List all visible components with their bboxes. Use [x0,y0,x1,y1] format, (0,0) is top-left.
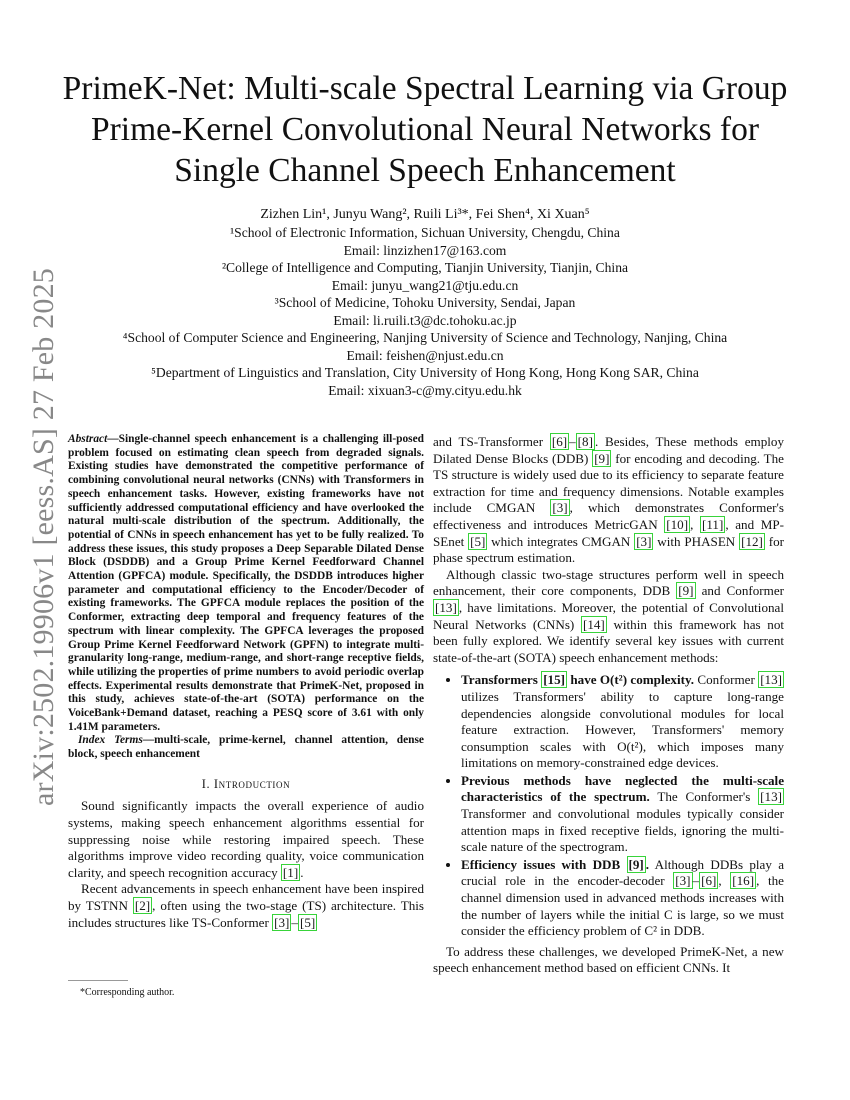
issue-list [433,672,784,940]
text: , and MP-SEnet [433,516,785,549]
index-terms-text: —multi-scale, prime-kernel, channel attention, dense block, speech enhancement [68,734,424,761]
email-2: Email: junyu_wang21@tju.edu.cn [331,277,519,293]
text: Although DDBs play a crucial role in the encoder-decoder [461,856,785,889]
abstract-label: Abstract [68,433,108,445]
intro-p1-text: Sound significantly impacts the overall experience of audio systems, making speech enhancement algorithms essential for suppressing noise while restoring impaired speech. These algorithms improve video recording quality, voice communication clarity, and speech recognition accuracy [68,798,424,880]
affiliation-4: ⁴School of Computer Science and Engineering, Nanjing University of Science and Technology, Nanjing, China [122,330,728,345]
text: To address these challenges, we developed PrimeK-Net, a new speech enhancement method based on efficient CNNs. It [433,943,784,976]
citation-link[interactable]: [5] [470,533,486,549]
citation-link[interactable]: [15] [543,672,566,688]
text: , have limitations. Moreover, the potential of Convolutional Neural Networks (CNNs) [433,599,784,632]
text: The Conformer's [657,789,751,805]
right-paragraph-3 [433,944,784,977]
section-title: Introduction [213,776,291,791]
affiliation-5: ⁵Department of Linguistics and Translation, City University of Hong Kong, Hong Kong SAR, China [151,365,699,380]
intro-p2-text-b: , often using the two-stage (TS) architecture. This includes structures like TS-Conformer [68,898,424,930]
citation-link[interactable]: [13] [760,789,782,805]
citation-link[interactable]: [9] [628,856,644,872]
citation-link[interactable]: [3] [675,873,691,889]
email-4: Email: feishen@njust.edu.cn [346,347,504,363]
footnote: *Corresponding author. [80,987,175,998]
index-terms [68,734,424,761]
text: for phase spectrum estimation. [433,533,784,566]
text: with PHASEN [657,533,736,549]
section-heading-introduction [68,776,424,793]
citation-link[interactable]: [6] [701,873,717,889]
text: for encoding and decoding. The TS structure is widely used due to its efficiency to separate feature extraction for time and frequency dimensions. Notable examples include CMGAN [433,450,784,516]
text: Although classic two-stage structures perform well in speech enhancement, their core components, DDB [433,566,784,599]
email-1: Email: linzizhen17@163.com [343,242,507,258]
left-column [68,433,424,931]
citation-link[interactable]: [1] [282,864,299,880]
text: utilizes Transformers' ability to capture long-range dependencies alongside convolutional modules for local feature extraction. However, Transformers' memory consumption scales with O(t²), which imposes many limitations on memory-constrained edge devices. [461,688,784,771]
citation-link[interactable]: [11] [701,516,724,532]
email-5: Email: xixuan3-c@my.cityu.edu.hk [328,382,522,398]
citation-link[interactable]: [13] [760,672,783,688]
author-block [60,205,790,399]
section-number: I. [201,776,211,791]
abstract-text: —Single-channel speech enhancement is a challenging ill-posed problem focused on estimating clean speech from degraded signals. Existing studies have demonstrated the competitive performance of combining convolutional neural networks (CNNs) with Transformers in speech enhancement tasks. However, existing frameworks have not sufficiently addressed computational efficiency and have overlooked the natural multi-scale distribution of the spectrum. Additionally, the potential of CNNs in speech enhancement has yet to be fully realized. To address these issues, this study proposes a Deep Separable Dilated Dense Block (DSDDB) and a Group Prime Kernel Feedforward Channel Attention (GPFCA) module. Specifically, the DSDDB introduces higher parameter and computational efficiency to the Encoder/Decoder of existing frameworks. The GPFCA module replaces the position of the Conformer, extracting deep temporal and frequency features of the spectrum with linear complexity. The GPFCA leverages the proposed Group Prime Kernel Feedforward Network (GPFN) to integrate multi-granularity long-range, medium-range, and short-range receptive fields, while utilizing the properties of prime numbers to avoid periodic overlap effects. Experimental results demonstrate that PrimeK-Net, proposed in this study, achieves state-of-the-art (SOTA) performance on the VoiceBank+Demand dataset, reaching a PESQ score of 3.61 with only 1.41M parameters. [68,433,424,733]
intro-paragraph-1: Sound significantly impacts the overall experience of audio systems, making speech enhancement algorithms essential for suppressing noise while restoring impaired speech. These algorithms improve video recording quality, voice communication clarity, and speech recognition accuracy [1] . [68,798,424,880]
text: Conformer [697,672,755,688]
paper-title: PrimeK-Net: Multi-scale Spectral Learning via Group Prime-Kernel Convolutional Neural Networks for Single Channel Speech Enhancement [62,70,788,189]
index-terms-label: Index Terms [78,734,143,747]
citation-link[interactable]: [6] [551,434,568,449]
text: within this framework has not been fully explored. We identify several key issues with current state-of-the-art (SOTA) speech enhancement methods: [433,616,785,665]
abstract [68,433,424,734]
citation-link[interactable]: [9] [678,583,694,599]
citation-link[interactable]: [3] [636,533,652,549]
bullet-heading: Transformers [461,672,538,688]
right-paragraph-1: and TS-Transformer [6] – [8] . Besides, These methods employ Dilated Dense Blocks (DDB) [9] for encoding and decoding. The TS structure is widely used due to its efficiency to separate feature extraction for time and frequency dimensions. Notable examples include CMGAN [3] , which demonstrates Conformer's effectiveness and introduces MetricGAN [10] , [11] , and MP-SEnet [5] which integrates CMGAN [3] with PHASEN [12] for phase spectrum estimation. [433,434,785,566]
list-item [461,672,784,772]
arxiv-id: arXiv:2502.19906v1 [eess.AS] 27 Feb 2025 [27,268,60,806]
citation-link[interactable]: [3] [274,914,290,930]
text: and Conformer [701,583,784,599]
list-item [461,773,784,856]
citation-link[interactable]: [9] [594,450,610,466]
bullet-heading: Previous methods have neglected the multi-scale characteristics of the spectrum. [461,772,784,805]
affiliation-1: ¹School of Electronic Information, Sichuan University, Chengdu, China [230,225,620,240]
arxiv-sidebar-stamp [14,0,60,1100]
citation-link[interactable]: [10] [666,516,689,532]
list-item: • Efficiency issues with DDB [9] . Although DDBs play a crucial role in the encoder-decoder [3] – [6] , [16] , the channel dimension used in advanced methods increases with the number of layers while the initial C is large, so we must consider the efficiency problem of C² in DDB. [461,857,784,940]
citation-link[interactable]: [3] [552,500,568,516]
bullet-heading: have O(t²) complexity. [570,672,695,688]
text: . Besides, These methods employ Dilated Dense Blocks (DDB) [433,434,784,466]
affiliation-2: ²College of Intelligence and Computing, Tianjin University, Tianjin, China [221,260,629,275]
citation-link[interactable]: [5] [299,914,316,930]
email-3: Email: li.ruili.t3@dc.tohoku.ac.jp [333,312,517,328]
citation-link[interactable]: [2] [134,898,151,914]
affiliation-3: ³School of Medicine, Tohoku University, Sendai, Japan [274,295,576,310]
text: Transformer and convolutional modules typically consider attention maps in fixed receptive fields, ignoring the multi-scale nature of the spectrogram. [461,806,784,855]
author-names: Zizhen Lin¹, Junyu Wang², Ruili Li³*, Fei Shen⁴, Xi Xuan⁵ [260,207,590,222]
bullet-heading: Efficiency issues with DDB [461,856,621,872]
citation-link[interactable]: [12] [741,533,763,549]
intro-paragraph-2: Recent advancements in speech enhancement have been inspired by TSTNN [2] , often using the two-stage (TS) architecture. This includes structures like TS-Conformer [3] – [5] [68,881,424,930]
right-column [433,434,784,977]
footnote-rule [68,980,128,981]
citation-link[interactable]: [13] [435,599,457,615]
citation-link[interactable]: [16] [732,873,755,889]
right-paragraph-2 [433,567,784,667]
text: , which demonstrates Conformer's effectiveness and introduces MetricGAN [433,500,784,532]
text: which integrates CMGAN [491,533,631,549]
text: , the channel dimension used in advanced methods increases with the number of layers while the initial C is large, so we must consider the efficiency problem of C² in DDB. [461,873,784,939]
text: and TS-Transformer [433,434,544,449]
citation-link[interactable]: [14] [582,616,605,632]
intro-p2-text: Recent advancements in speech enhancement have been inspired by TSTNN [68,881,424,914]
citation-link[interactable]: [8] [577,434,593,449]
